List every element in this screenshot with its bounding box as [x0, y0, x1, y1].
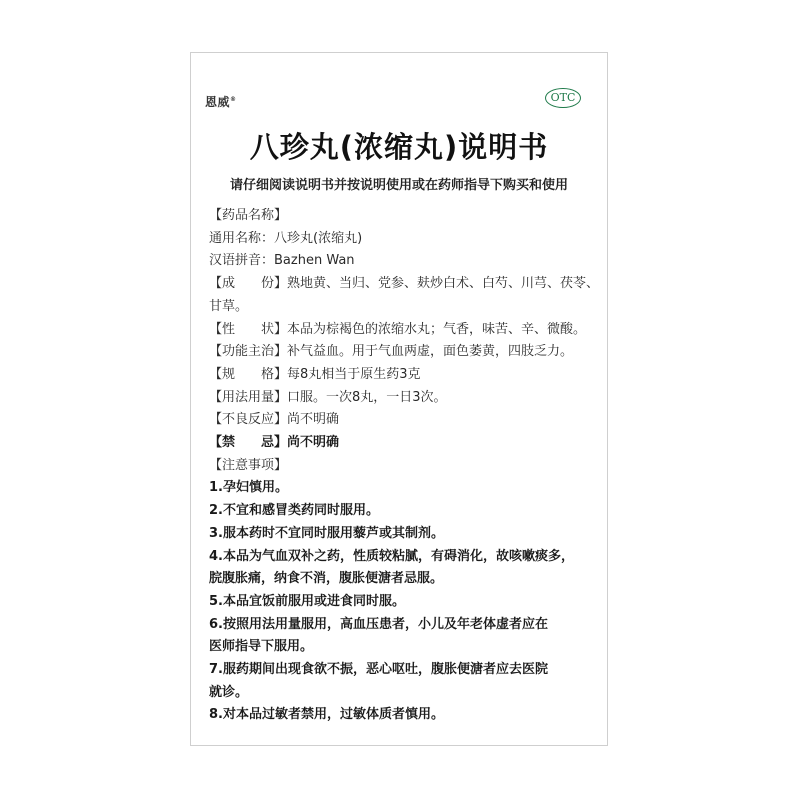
- indications: 【功能主治】补气益血。用于气血两虚，面色萎黄，四肢乏力。: [209, 344, 574, 360]
- drug-name-header: 【药品名称】: [209, 208, 288, 223]
- appearance: 【性 状】本品为棕褐色的浓缩水丸；气香，味苦、辛、微酸。: [209, 321, 587, 337]
- precaution-item: 4.本品为气血双补之药，性质较粘腻，有碍消化，故咳嗽痰多，: [209, 548, 574, 564]
- precaution-item: 3.服本药时不宜同时服用藜芦或其制剂。: [209, 525, 444, 541]
- pinyin-name: 汉语拼音：Bazhen Wan: [209, 253, 355, 269]
- precaution-item: 1.孕妇慎用。: [209, 480, 288, 496]
- precaution-item-continued: 就诊。: [209, 684, 249, 700]
- precaution-item: 8.对本品过敏者禁用，过敏体质者慎用。: [209, 707, 444, 723]
- brand-name: 恩威: [205, 95, 231, 109]
- precautions-header: 【注意事项】: [209, 457, 288, 473]
- precaution-item: 2.不宜和感冒类药同时服用。: [209, 503, 379, 519]
- precaution-item: 6.按照用法用量服用，高血压患者，小儿及年老体虚者应在: [209, 616, 548, 632]
- precaution-item: 5.本品宜饭前服用或进食同时服。: [209, 593, 405, 609]
- page-title: 八珍丸(浓缩丸)说明书: [249, 130, 549, 164]
- precaution-item-continued: 医师指导下服用。: [209, 639, 314, 655]
- specification: 【规 格】每8丸相当于原生药3克: [209, 366, 421, 382]
- instruction-leaflet: [190, 52, 608, 746]
- contraindications: 【禁 忌】尚不明确: [209, 435, 340, 451]
- page-subtitle: 请仔细阅读说明书并按说明使用或在药师指导下购买和使用: [229, 178, 568, 193]
- adverse-reactions: 【不良反应】尚不明确: [209, 412, 340, 428]
- ingredients-line-2: 甘草。: [209, 298, 249, 314]
- brand-logo: [205, 93, 237, 110]
- precaution-item-continued: 脘腹胀痛，纳食不消，腹胀便溏者忌服。: [209, 571, 444, 587]
- precaution-item: 7.服药期间出现食欲不振，恶心呕吐，腹胀便溏者应去医院: [209, 662, 548, 678]
- otc-badge: OTC: [545, 88, 581, 108]
- generic-name: 通用名称：八珍丸(浓缩丸): [209, 230, 363, 246]
- leaflet-body: [209, 205, 601, 727]
- registered-mark: ®: [230, 96, 237, 103]
- ingredients-line-1: 【成 份】熟地黄、当归、党参、麸炒白术、白芍、川芎、茯苓、: [209, 276, 600, 292]
- dosage: 【用法用量】口服。一次8丸，一日3次。: [209, 389, 447, 405]
